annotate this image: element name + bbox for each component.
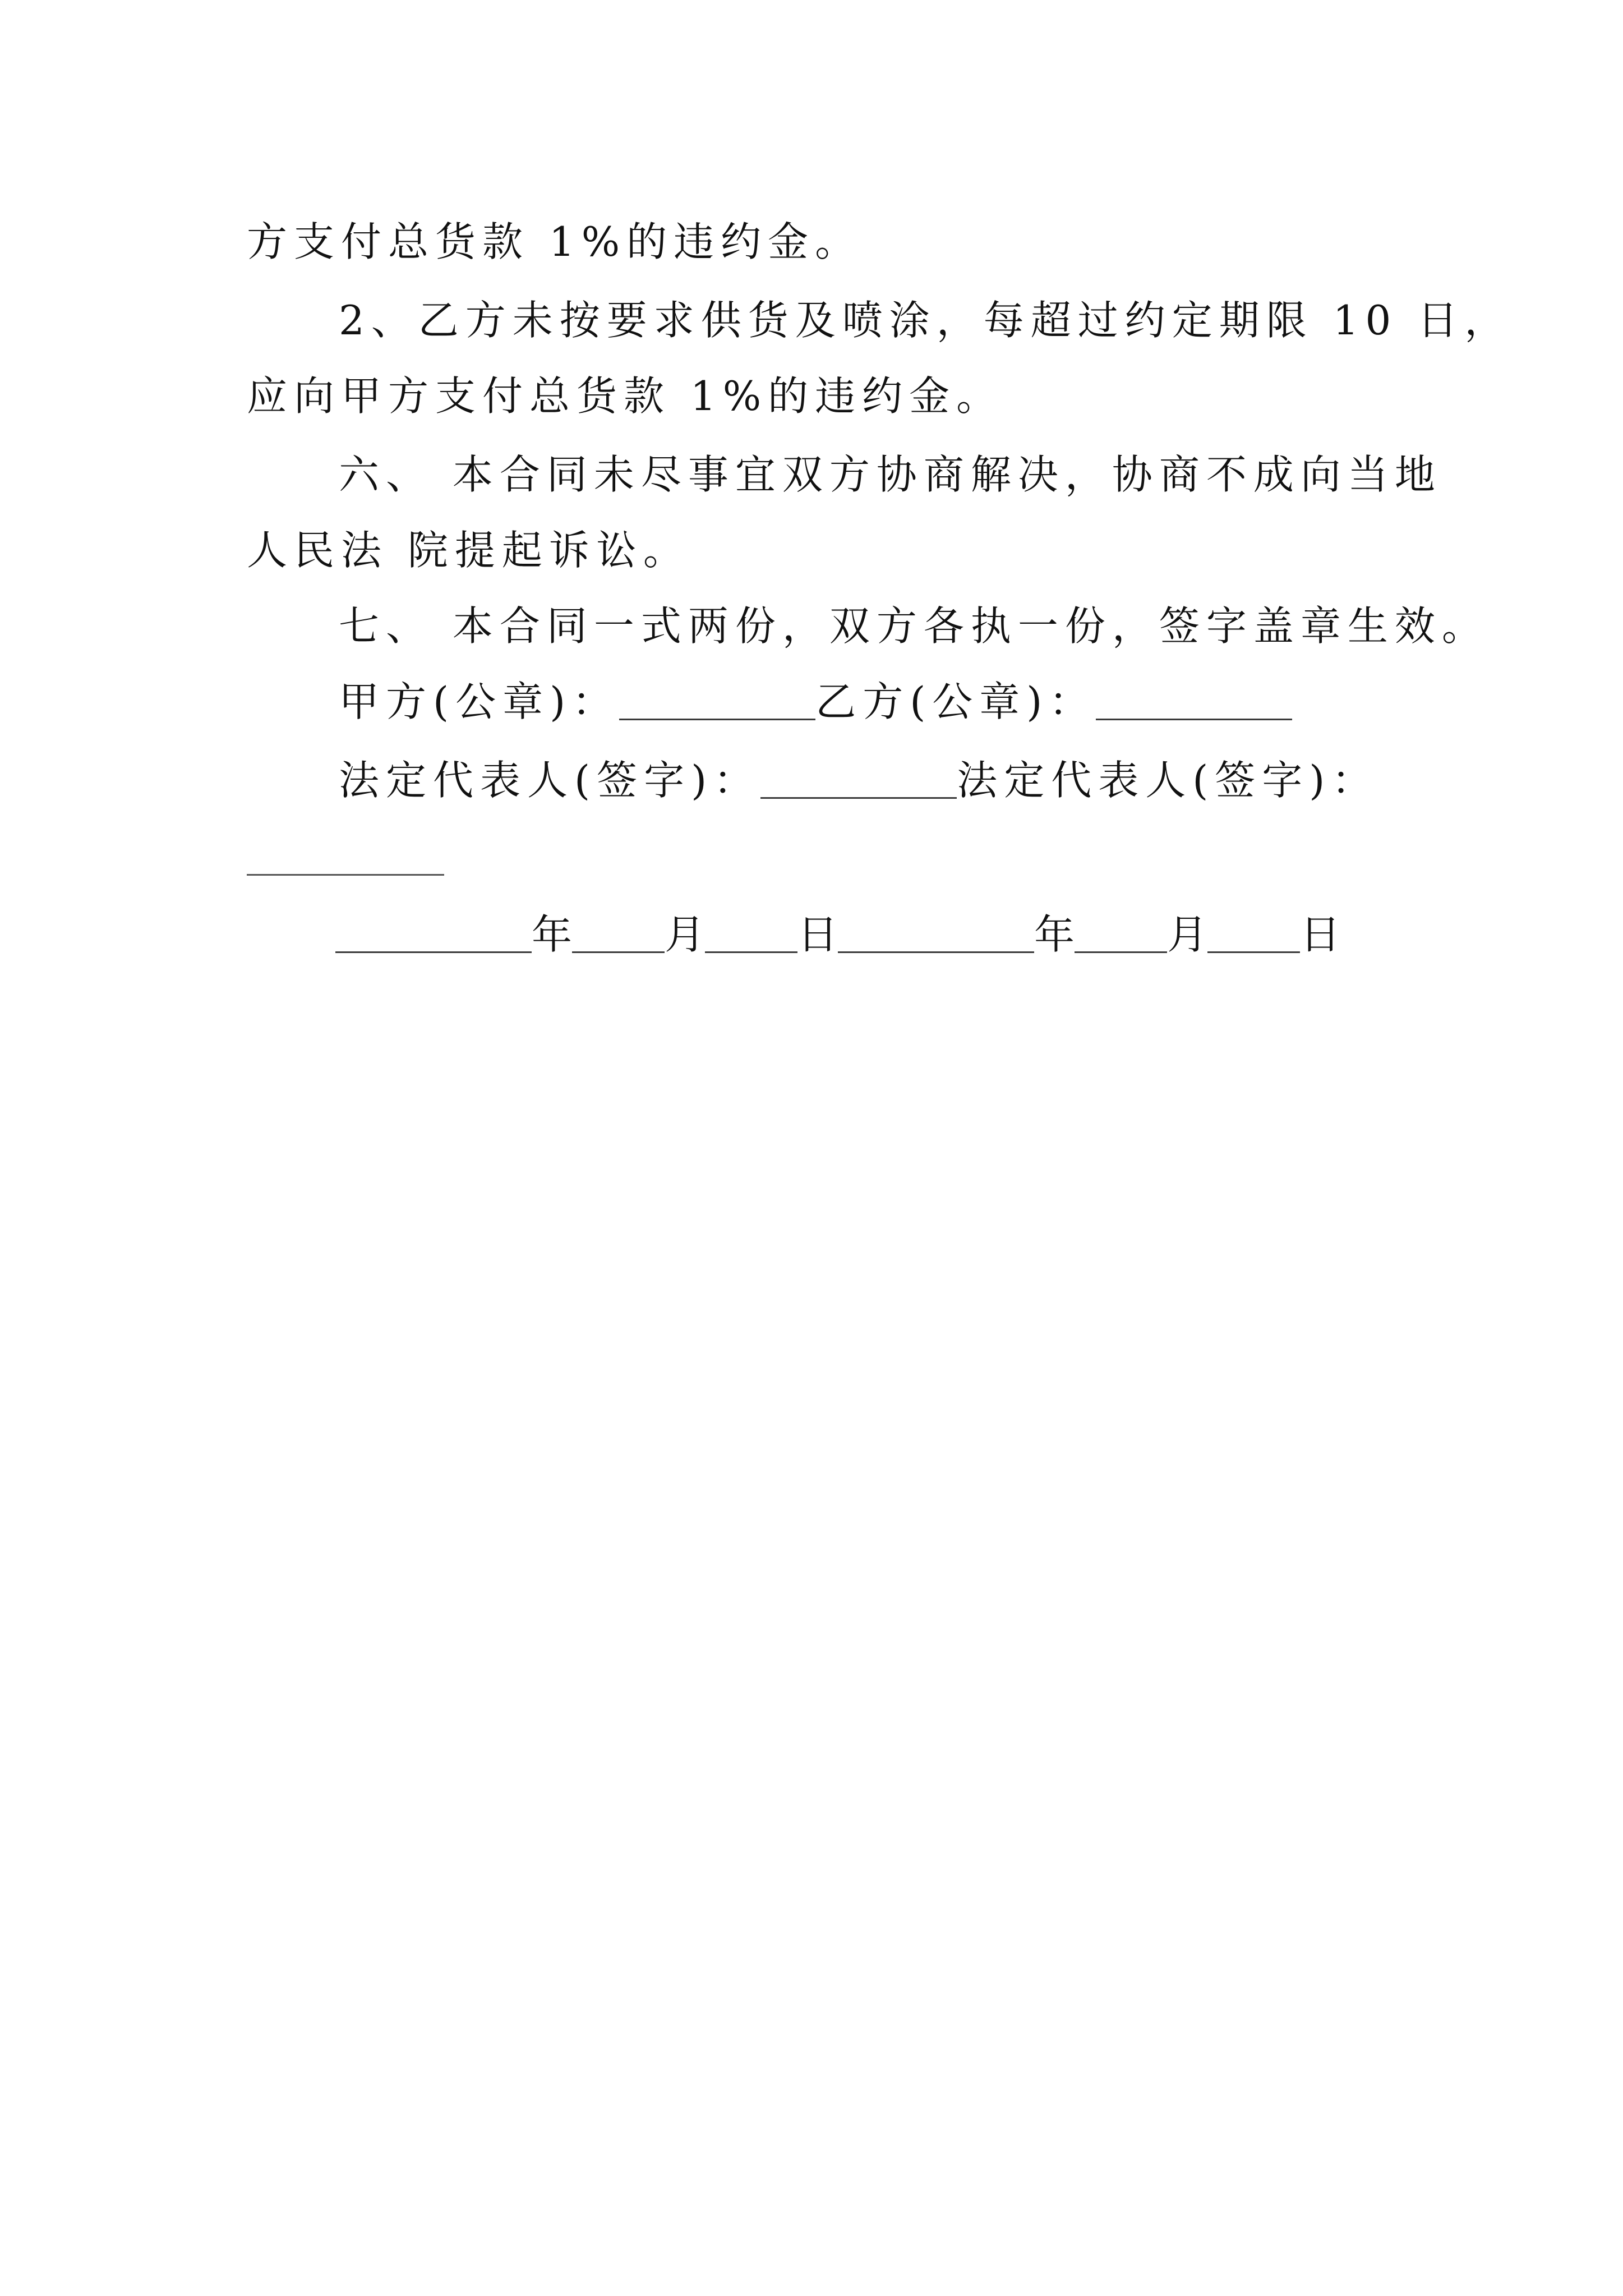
clause-6-line-1: 六、 本合同未尽事宜双方协商解决，协商不成向当地 bbox=[339, 451, 1442, 498]
party-a-rep-label: 法定代表人(签字)： bbox=[339, 757, 761, 804]
party-a-seal-label: 甲方(公章)： bbox=[339, 678, 620, 725]
party-a-day-blank[interactable] bbox=[705, 951, 797, 953]
party-b-day-blank[interactable] bbox=[1207, 951, 1300, 953]
paragraph-1-continuation: 方支付总货款 1%的违约金。 bbox=[247, 218, 863, 265]
seal-line bbox=[339, 678, 1292, 725]
day-label-b: 日 bbox=[1300, 911, 1341, 958]
party-b-rep-label: 法定代表人(签字)： bbox=[957, 757, 1379, 804]
clause-2-line-1: 2、乙方未按要求供货及喷涂，每超过约定期限 10 日， bbox=[339, 297, 1512, 344]
clause-7: 七、 本合同一式两份，双方各执一份，签字盖章生效。 bbox=[339, 602, 1489, 650]
party-a-month-blank[interactable] bbox=[572, 951, 665, 953]
party-b-rep-blank[interactable] bbox=[247, 874, 444, 876]
party-b-seal-label: 乙方(公章)： bbox=[815, 678, 1096, 725]
year-label-b: 年 bbox=[1034, 911, 1075, 958]
party-b-month-blank[interactable] bbox=[1075, 951, 1167, 953]
day-label-a: 日 bbox=[797, 911, 838, 958]
representative-line bbox=[339, 757, 1379, 804]
party-a-rep-blank[interactable] bbox=[760, 797, 957, 799]
party-a-seal-blank[interactable] bbox=[619, 718, 815, 720]
clause-6-line-2: 人民法 院提起诉讼。 bbox=[247, 527, 690, 574]
clause-2-line-2: 应向甲方支付总货款 1%的违约金。 bbox=[247, 372, 1004, 420]
party-a-year-blank[interactable] bbox=[335, 951, 532, 953]
month-label-a: 月 bbox=[665, 911, 706, 958]
year-label-a: 年 bbox=[532, 911, 573, 958]
date-line bbox=[335, 911, 1341, 958]
party-b-year-blank[interactable] bbox=[838, 951, 1034, 953]
party-b-seal-blank[interactable] bbox=[1096, 718, 1292, 720]
month-label-b: 月 bbox=[1167, 911, 1208, 958]
